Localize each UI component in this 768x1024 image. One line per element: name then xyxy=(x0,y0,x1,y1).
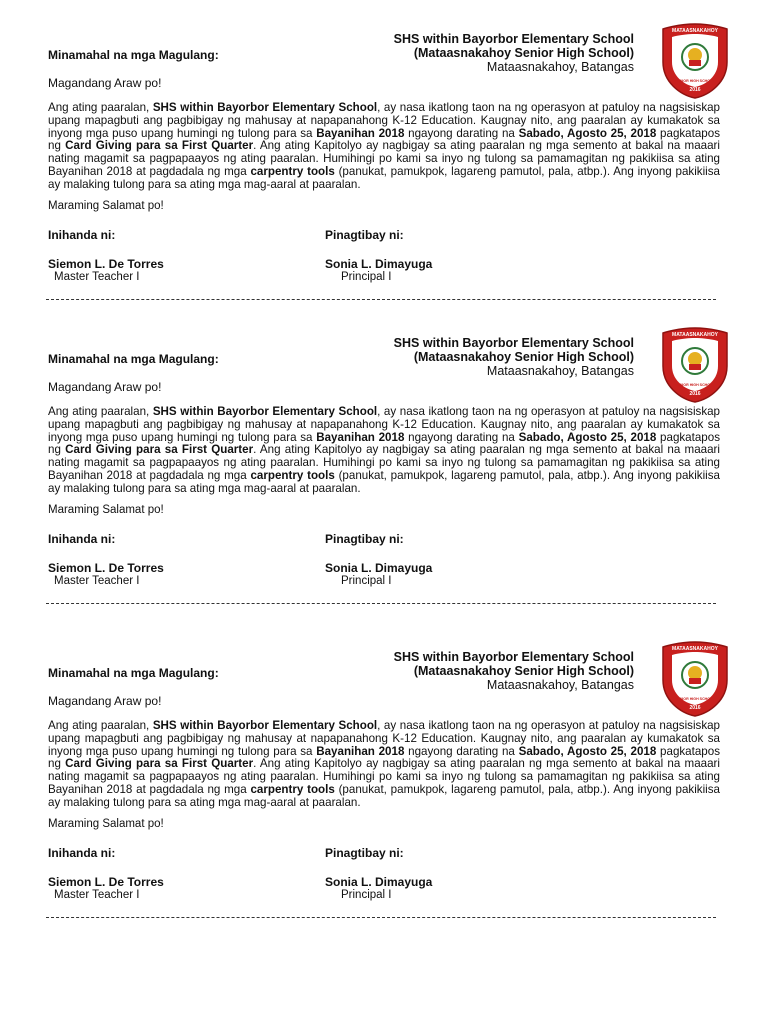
body-text: . Ang ating Kapitolyo ay nagbigay sa ating paaralan ng mga semento at bakal na maaari nating magamit sa pagpapaayos ng ating paaralan. Humihingi po kami sa inyo ng tulong sa pamamagitan ng pakikiisa sa ating Bayanihan 2018 at pagdadala ng mga xyxy=(48,139,720,178)
body-event-name: Bayanihan 2018 xyxy=(316,744,405,758)
prepared-by-label: Inihanda ni: xyxy=(48,532,116,546)
seal-year: 2016 xyxy=(689,391,701,397)
school-seal-icon xyxy=(660,22,730,100)
closing-thanks: Maraming Salamat po! xyxy=(48,818,164,830)
closing-thanks: Maraming Salamat po! xyxy=(48,200,164,212)
school-alt-name: (Mataasnakahoy Senior High School) xyxy=(413,46,634,60)
greeting-title: Minamahal na mga Magulang: xyxy=(48,666,219,680)
prepared-by-role: Master Teacher I xyxy=(54,575,140,587)
school-alt-name: (Mataasnakahoy Senior High School) xyxy=(413,664,634,678)
approved-by-name: Sonia L. Dimayuga xyxy=(325,257,433,271)
letter-slip-2 xyxy=(0,326,768,642)
body-text: pagkatapos ng xyxy=(48,126,720,153)
approved-by-role: Principal I xyxy=(341,271,392,283)
seal-top-text: MATAASNAKAHOY xyxy=(672,28,718,34)
body-text: pagkatapos ng xyxy=(48,430,720,457)
body-text: (panukat, pamukpok, lagareng pamutol, pala, atbp.). Ang inyong pakikiisa ay malaking tulong para sa ating mga mag-aaral at paaralan. xyxy=(48,782,720,809)
seal-year: 2016 xyxy=(689,705,701,711)
school-name: SHS within Bayorbor Elementary School xyxy=(393,336,634,350)
school-name: SHS within Bayorbor Elementary School xyxy=(393,32,634,46)
body-school-name: SHS within Bayorbor Elementary School xyxy=(152,101,378,114)
body-text: (panukat, pamukpok, lagareng pamutol, pala, atbp.). Ang inyong pakikiisa ay malaking tulong para sa ating mga mag-aaral at paaralan. xyxy=(48,164,720,191)
school-header xyxy=(394,336,634,378)
school-name: SHS within Bayorbor Elementary School xyxy=(393,650,634,664)
school-location: Mataasnakahoy, Batangas xyxy=(486,60,634,74)
cut-line-divider xyxy=(46,917,716,918)
approved-by-label: Pinagtibay ni: xyxy=(325,532,404,546)
school-header xyxy=(394,32,634,74)
body-text: Ang ating paaralan, xyxy=(48,719,153,732)
prepared-by-name: Siemon L. De Torres xyxy=(48,257,164,271)
body-school-name: SHS within Bayorbor Elementary School xyxy=(152,719,378,732)
body-text: , ay nasa ikatlong taon na ng operasyon at patuloy na nagsisiskap upang mapagbuti ang pagbibigay ng mahusay at napapanahong K-12 Education. Kaugnay nito, ang paaralan ay kumakatok sa inyong mga puso upang humingi ng tulong para sa xyxy=(48,101,721,140)
body-carpentry-tools: carpentry tools xyxy=(250,468,335,482)
body-text: pagkatapos ng xyxy=(48,744,720,771)
prepared-by-name: Siemon L. De Torres xyxy=(48,875,164,889)
body-text: Ang ating paaralan, xyxy=(48,101,153,114)
greeting: Magandang Araw po! xyxy=(48,380,162,394)
greeting-title: Minamahal na mga Magulang: xyxy=(48,352,219,366)
approved-by-label: Pinagtibay ni: xyxy=(325,846,404,860)
cut-line-divider xyxy=(46,603,716,604)
prepared-by-label: Inihanda ni: xyxy=(48,228,116,242)
school-header xyxy=(394,650,634,692)
body-text: , ay nasa ikatlong taon na ng operasyon at patuloy na nagsisiskap upang mapagbuti ang pagbibigay ng mahusay at napapanahong K-12 Education. Kaugnay nito, ang paaralan ay kumakatok sa inyong mga puso upang humingi ng tulong para sa xyxy=(48,405,721,444)
school-location: Mataasnakahoy, Batangas xyxy=(486,364,634,378)
seal-top-text: MATAASNAKAHOY xyxy=(672,646,718,652)
body-event-date: Sabado, Agosto 25, 2018 xyxy=(518,126,657,140)
body-school-name: SHS within Bayorbor Elementary School xyxy=(152,405,378,418)
letter-body xyxy=(48,720,720,810)
school-seal-icon xyxy=(660,326,730,404)
prepared-by-label: Inihanda ni: xyxy=(48,846,116,860)
approved-by-role: Principal I xyxy=(341,575,392,587)
body-event-date: Sabado, Agosto 25, 2018 xyxy=(518,430,657,444)
cut-line-divider xyxy=(46,299,716,300)
approved-by-name: Sonia L. Dimayuga xyxy=(325,875,433,889)
body-text: , ay nasa ikatlong taon na ng operasyon at patuloy na nagsisiskap upang mapagbuti ang pagbibigay ng mahusay at napapanahong K-12 Education. Kaugnay nito, ang paaralan ay kumakatok sa inyong mga puso upang humingi ng tulong para sa xyxy=(48,719,721,758)
school-location: Mataasnakahoy, Batangas xyxy=(486,678,634,692)
body-text: ngayong darating na xyxy=(404,744,519,758)
body-text: Ang ating paaralan, xyxy=(48,405,153,418)
seal-bottom-text: SENIOR HIGH SCHOOL xyxy=(674,383,716,387)
letter-slip-3 xyxy=(0,640,768,956)
body-event-name: Bayanihan 2018 xyxy=(316,126,405,140)
seal-year: 2016 xyxy=(689,87,701,93)
letter-body xyxy=(48,102,720,192)
greeting: Magandang Araw po! xyxy=(48,694,162,708)
body-card-giving: Card Giving para sa First Quarter xyxy=(65,443,254,457)
body-carpentry-tools: carpentry tools xyxy=(250,164,335,178)
body-text: (panukat, pamukpok, lagareng pamutol, pala, atbp.). Ang inyong pakikiisa ay malaking tulong para sa ating mga mag-aaral at paaralan. xyxy=(48,468,720,495)
seal-bottom-text: SENIOR HIGH SCHOOL xyxy=(674,79,716,83)
body-carpentry-tools: carpentry tools xyxy=(250,782,335,796)
body-card-giving: Card Giving para sa First Quarter xyxy=(65,757,254,771)
approved-by-label: Pinagtibay ni: xyxy=(325,228,404,242)
letter-slip-1 xyxy=(0,22,768,338)
school-seal-icon xyxy=(660,640,730,718)
seal-top-text: MATAASNAKAHOY xyxy=(672,332,718,338)
body-text: ngayong darating na xyxy=(404,126,519,140)
prepared-by-role: Master Teacher I xyxy=(54,889,140,901)
greeting-title: Minamahal na mga Magulang: xyxy=(48,48,219,62)
body-card-giving: Card Giving para sa First Quarter xyxy=(65,139,254,153)
prepared-by-name: Siemon L. De Torres xyxy=(48,561,164,575)
school-alt-name: (Mataasnakahoy Senior High School) xyxy=(413,350,634,364)
closing-thanks: Maraming Salamat po! xyxy=(48,504,164,516)
approved-by-name: Sonia L. Dimayuga xyxy=(325,561,433,575)
approved-by-role: Principal I xyxy=(341,889,392,901)
seal-bottom-text: SENIOR HIGH SCHOOL xyxy=(674,697,716,701)
greeting: Magandang Araw po! xyxy=(48,76,162,90)
body-text: . Ang ating Kapitolyo ay nagbigay sa ating paaralan ng mga semento at bakal na maaari nating magamit sa pagpapaayos ng ating paaralan. Humihingi po kami sa inyo ng tulong sa pamamagitan ng pakikiisa sa ating Bayanihan 2018 at pagdadala ng mga xyxy=(48,757,720,796)
body-event-name: Bayanihan 2018 xyxy=(316,430,405,444)
letter-body xyxy=(48,406,720,496)
body-text: . Ang ating Kapitolyo ay nagbigay sa ating paaralan ng mga semento at bakal na maaari nating magamit sa pagpapaayos ng ating paaralan. Humihingi po kami sa inyo ng tulong sa pamamagitan ng pakikiisa sa ating Bayanihan 2018 at pagdadala ng mga xyxy=(48,443,720,482)
body-text: ngayong darating na xyxy=(404,430,519,444)
prepared-by-role: Master Teacher I xyxy=(54,271,140,283)
body-event-date: Sabado, Agosto 25, 2018 xyxy=(518,744,657,758)
